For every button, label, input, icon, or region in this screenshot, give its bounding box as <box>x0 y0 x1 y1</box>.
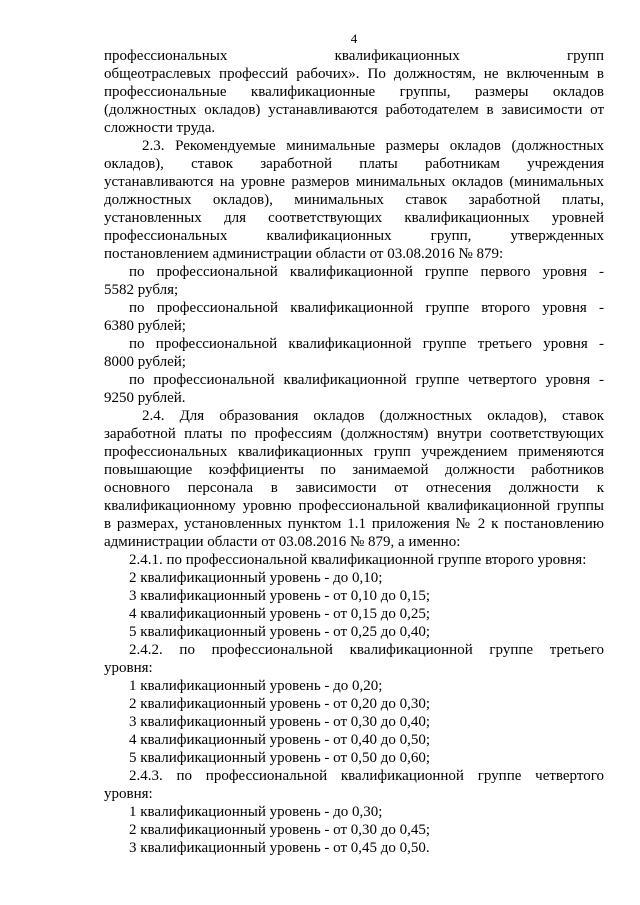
text-line: основного персонала в зависимости от отнесения должности к <box>104 480 604 496</box>
text-line: 2 квалификационный уровень - до 0,10; <box>129 570 383 586</box>
text-line: администрации области от 03.08.2016 № 879, а именно: <box>104 534 461 550</box>
text-line: устанавливаются на уровне размеров минимальных окладов (минимальных <box>104 174 604 190</box>
text-line: должностных окладов), минимальных ставок заработной платы, <box>104 192 604 208</box>
text-line: 2 квалификационный уровень - от 0,20 до 0,30; <box>129 696 431 712</box>
text-line: 8000 рублей; <box>104 354 186 370</box>
text-line: по профессиональной квалификационной группе третьего уровня - <box>129 336 604 352</box>
document-body <box>104 47 604 857</box>
text-line: 1 квалификационный уровень - до 0,30; <box>129 804 383 820</box>
text-line: 4 квалификационный уровень - от 0,15 до 0,25; <box>129 606 431 622</box>
page-number: 4 <box>350 31 358 46</box>
text-line: 6380 рублей; <box>104 318 186 334</box>
text-line: 3 квалификационный уровень - от 0,45 до 0,50. <box>129 840 430 856</box>
text-line: уровня: <box>104 786 153 802</box>
text-line: (должностных окладов) устанавливаются работодателем в зависимости от <box>104 102 604 118</box>
text-line: 3 квалификационный уровень - от 0,10 до 0,15; <box>129 588 431 604</box>
text-line: 2.3. Рекомендуемые минимальные размеры окладов (должностных <box>142 138 604 154</box>
text-line: повышающие коэффициенты по занимаемой должности работников <box>104 462 604 478</box>
text-line: по профессиональной квалификационной группе первого уровня - <box>129 264 604 280</box>
text-line: 5 квалификационный уровень - от 0,25 до 0,40; <box>129 624 431 640</box>
text-line: заработной платы по профессиям (должностям) внутри соответствующих <box>104 426 604 442</box>
text-line: 9250 рублей. <box>104 390 186 406</box>
text-line: квалификационному уровню профессиональной квалификационной группы <box>104 498 604 514</box>
text-line: 5 квалификационный уровень - от 0,50 до 0,60; <box>129 750 431 766</box>
text-line: окладов), ставок заработной платы работникам учреждения <box>104 156 604 172</box>
text-line: уровня: <box>104 660 153 676</box>
text-line: в размерах, установленных пунктом 1.1 приложения № 2 к постановлению <box>104 516 604 532</box>
text-line: профессиональные квалификационные группы, размеры окладов <box>104 84 604 100</box>
text-line: постановлением администрации области от 03.08.2016 № 879: <box>104 246 504 262</box>
text-line: 2.4.3. по профессиональной квалификационной группе четвертого <box>129 768 604 784</box>
text-line: по профессиональной квалификационной группе второго уровня - <box>129 300 604 316</box>
text-line: 2.4.2. по профессиональной квалификационной группе третьего <box>129 642 604 658</box>
text-line: 1 квалификационный уровень - до 0,20; <box>129 678 383 694</box>
text-line: по профессиональной квалификационной группе четвертого уровня - <box>129 372 604 388</box>
text-line: 2.4. Для образования окладов (должностных окладов), ставок <box>142 408 604 424</box>
text-line: установленных для соответствующих квалификационных уровней <box>104 210 604 226</box>
text-line: 2 квалификационный уровень - от 0,30 до 0,45; <box>129 822 431 838</box>
text-line: профессиональных квалификационных групп <box>104 48 604 64</box>
text-line: 2.4.1. по профессиональной квалификационной группе второго уровня: <box>129 552 587 568</box>
text-line: 3 квалификационный уровень - от 0,30 до 0,40; <box>129 714 431 730</box>
text-line: 4 квалификационный уровень - от 0,40 до 0,50; <box>129 732 431 748</box>
text-line: профессиональных квалификационных групп учреждением применяются <box>104 444 604 460</box>
text-line: профессиональных квалификационных групп, утвержденных <box>104 228 604 244</box>
document-page <box>104 30 604 857</box>
text-line: общеотраслевых профессий рабочих». По должностям, не включенным в <box>104 66 604 82</box>
text-line: 5582 рубля; <box>104 282 179 298</box>
text-line: сложности труда. <box>104 120 216 136</box>
